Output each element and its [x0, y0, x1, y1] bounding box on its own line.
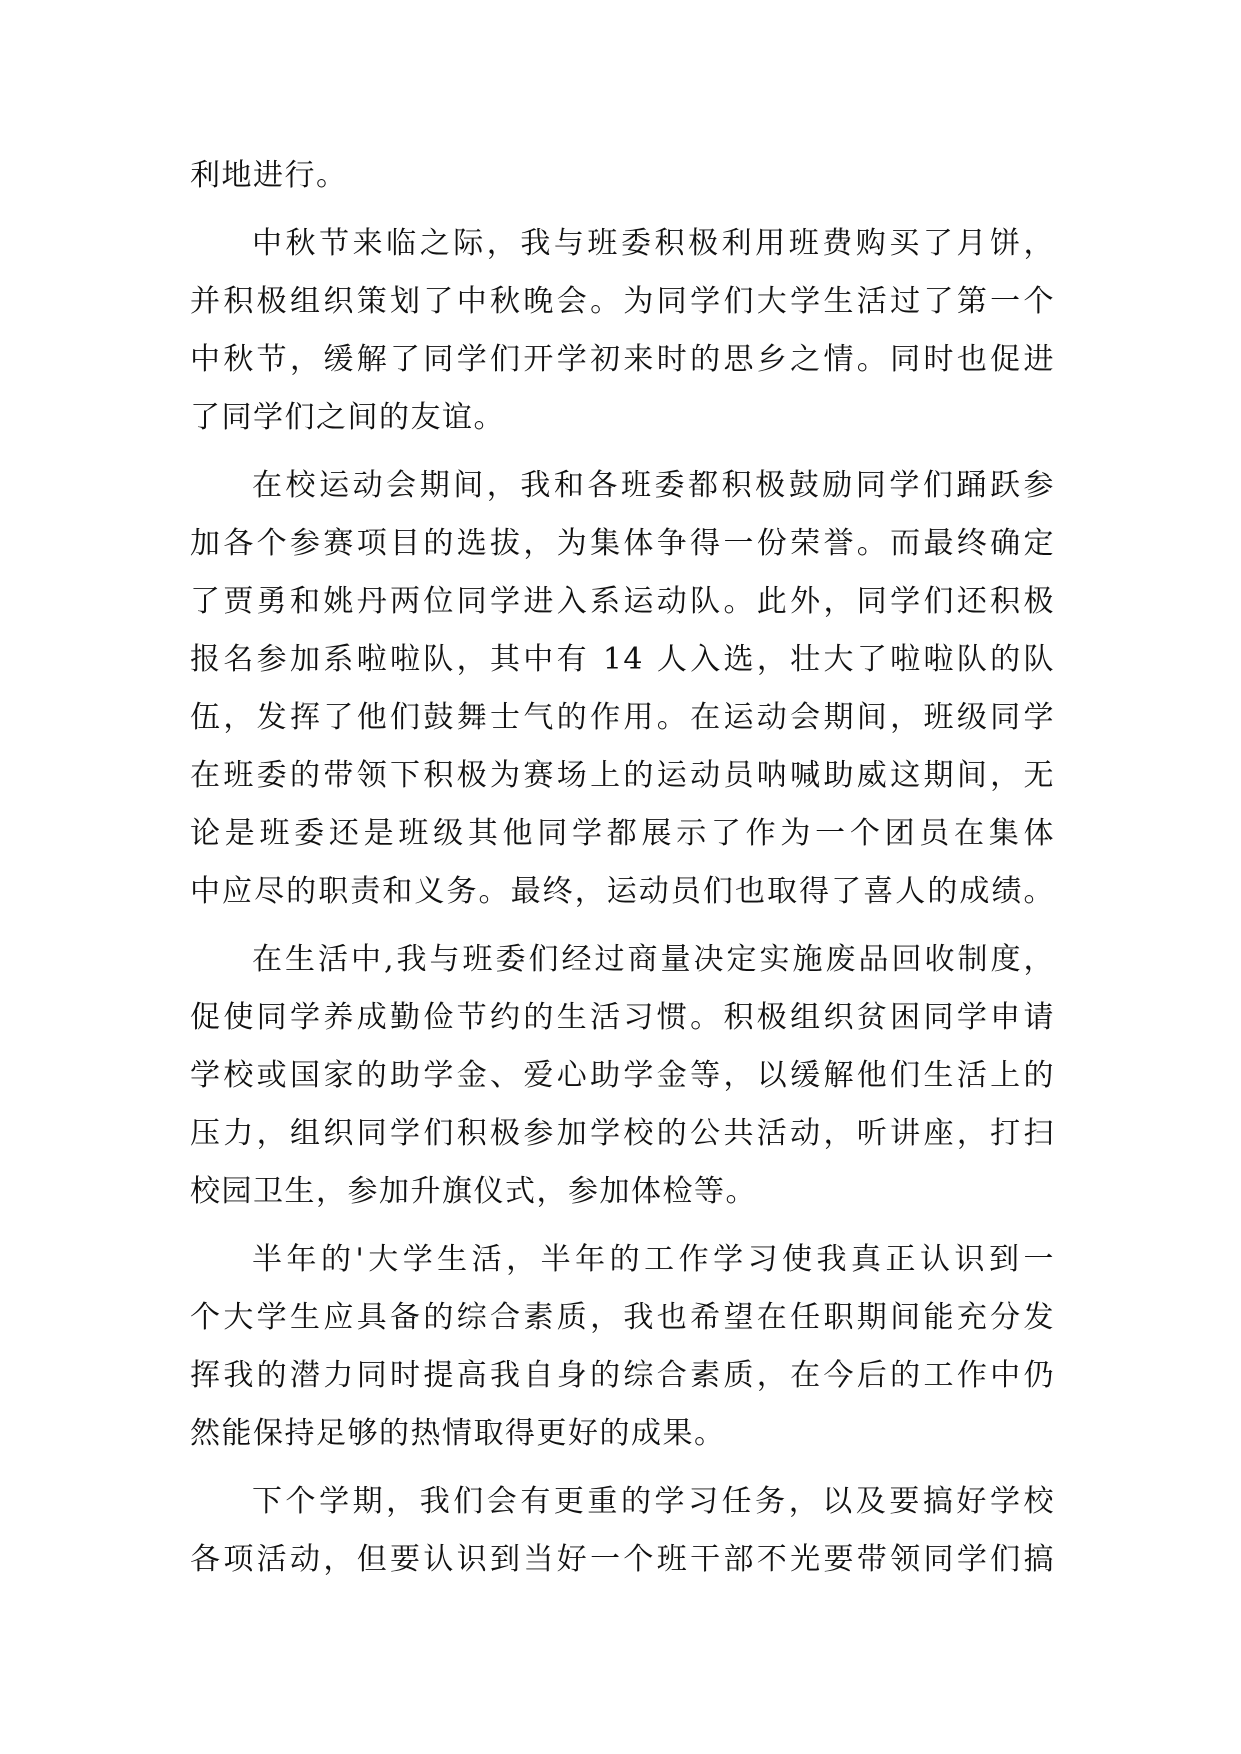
- paragraph: [190, 1231, 1055, 1463]
- text-line: 中应尽的职责和义务。最终，运动员们也取得了喜人的成绩。: [190, 874, 1055, 909]
- paragraph: [190, 215, 1055, 447]
- text-line: 各项活动，但要认识到当好一个班干部不光要带领同学们搞: [190, 1542, 1055, 1577]
- paragraph: [190, 931, 1055, 1221]
- text-line: 促使同学养成勤俭节约的生活习惯。积极组织贫困同学申请: [190, 1000, 1055, 1035]
- paragraph: [190, 1473, 1055, 1589]
- text-line: 学校或国家的助学金、爱心助学金等，以缓解他们生活上的: [190, 1058, 1055, 1093]
- paragraph: [190, 147, 1055, 205]
- text-line: 利地进行。: [190, 158, 348, 193]
- text-line: 论是班委还是班级其他同学都展示了作为一个团员在集体: [190, 816, 1055, 851]
- text-line: 在生活中,我与班委们经过商量决定实施废品回收制度，: [252, 942, 1055, 977]
- document-body: [190, 147, 1055, 1589]
- text-line: 挥我的潜力同时提高我自身的综合素质，在今后的工作中仍: [190, 1358, 1055, 1393]
- text-line: 了同学们之间的友谊。: [190, 400, 505, 435]
- text-line: 加各个参赛项目的选拔，为集体争得一份荣誉。而最终确定: [190, 526, 1055, 561]
- text-line: 半年的'大学生活，半年的工作学习使我真正认识到一: [252, 1242, 1055, 1277]
- text-line: 个大学生应具备的综合素质，我也希望在任职期间能充分发: [190, 1300, 1055, 1335]
- text-line: 并积极组织策划了中秋晚会。为同学们大学生活过了第一个: [190, 284, 1055, 319]
- text-line: 报名参加系啦啦队，其中有 14 人入选，壮大了啦啦队的队: [190, 642, 1055, 677]
- text-line: 了贾勇和姚丹两位同学进入系运动队。此外，同学们还积极: [190, 584, 1055, 619]
- text-line: 中秋节来临之际，我与班委积极利用班费购买了月饼，: [252, 226, 1055, 261]
- text-line: 然能保持足够的热情取得更好的成果。: [190, 1416, 726, 1451]
- text-line: 下个学期，我们会有更重的学习任务，以及要搞好学校: [252, 1484, 1055, 1519]
- text-line: 在校运动会期间，我和各班委都积极鼓励同学们踊跃参: [252, 468, 1055, 503]
- paragraph: [190, 457, 1055, 921]
- text-line: 伍，发挥了他们鼓舞士气的作用。在运动会期间，班级同学: [190, 700, 1055, 735]
- text-line: 压力，组织同学们积极参加学校的公共活动，听讲座，打扫: [190, 1116, 1055, 1151]
- text-line: 校园卫生，参加升旗仪式，参加体检等。: [190, 1174, 757, 1209]
- text-line: 在班委的带领下积极为赛场上的运动员呐喊助威这期间，无: [190, 758, 1055, 793]
- text-line: 中秋节，缓解了同学们开学初来时的思乡之情。同时也促进: [190, 342, 1055, 377]
